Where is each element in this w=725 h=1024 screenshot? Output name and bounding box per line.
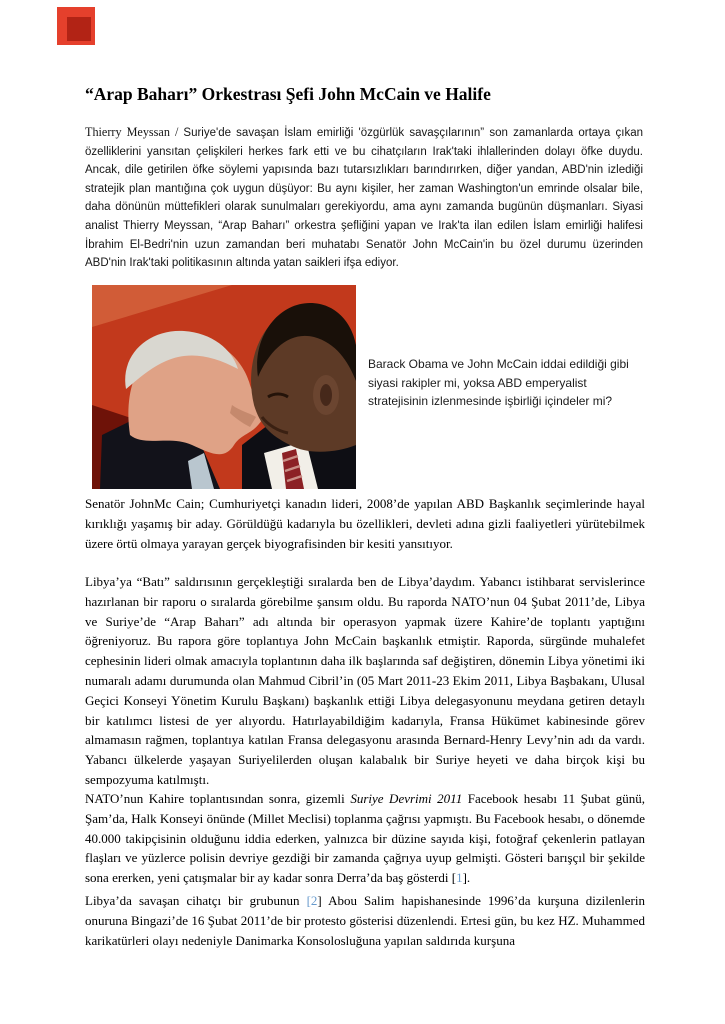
site-logo[interactable] [57,7,95,45]
obama-ear-inner [320,384,332,406]
reference-link[interactable]: 1 [456,870,463,886]
body-paragraph-3 [85,789,645,888]
body-paragraph-2 [85,572,645,790]
text-segment: Suriye'de savaşan İslam emirliği 'özgürlük savaşçılarının” son zamanlarda ortaya çıkan özelliklerini yansıtan çelişkileri herkes fark etti ve bu cihatçıların Irak'taki ihlallerinden dolayı öfke duydu. Ancak, dile getirilen öfke söylemi yapısında bazı tutarsızlıkları barındırırken, diğer yandan, ABD'nin izlediği stratejik plan mantığına çok uygun düşüyor: Bu aynı kişiler, her zaman Washington'un emrinde olsalar bile, daha dönünün müttefikleri olarak sunulmaları gerekiyordu, ama aynı zamanda bugünün düşmanları. Siyasi analist Thierry Meyssan, “Arap Baharı” orkestra şefliğini yapan ve Irak'ta ilan edilen İslam emirliği halifesi İbrahim El-Bedri'nin uzun zamandan beri muhatabı Senatör John McCain'in bu özel durumu üzerinden ABD'nin Irak'taki politikasının altında yatan saikleri ifşa ediyor. [85,127,643,270]
text-segment: ]. [462,870,471,886]
text-segment: Libya’da savaşan cihatçı bir grubunun [85,893,307,908]
text-segment: Libya’ya “Batı” saldırısının gerçekleştiği sıralarda ben de Libya’daydım. Yabancı istihbarat servislerince hazırlanan bir raporu o sıralarda görebilme şansım oldu. Bu raporda NATO’nun 04 Şubat 2011’de, Libya ve Suriye’de “Arap Baharı” adı altında bir operasyon yapmak üzere Kahire’de toplantı yaptığını öğreniyoruz. Bu rapora göre toplantıya John McCain başkanlık etmiştir. Raporda, sürgünde muhalefet cephesinin lideri olmak amacıyla toplantının daha ilk başlarında saf değiştiren, dönemin Libya yönetimi iki numaralı adamı durumunda olan Mahmud Cibril’in (05 Mart 2011-23 Ekim 2011, Libya Başbakanı, Ulusal Geçici Konseyi Yönetim Kurulu Başkanı) başkanlık ettiği Libya delegasyonunu meydana getiren detaylı bir katılımcı listesi de yer alıyordu. Hatırlayabildiğim kadarıyla, Fransa Hükümet kabinesinde görev almamasın rağmen, toplantıya katılan Fransa delegasyonu arasında Bernard-Henry Levy’nin adı da vardı. Yabancı ülkelerde yaşayan Suriyelilerden oluşan kalabalık bir Suriye heyeti ve daha birçok kişi bu sempozyuma katılmıştı. [85,574,645,787]
reference-link[interactable]: [2 [306,893,318,908]
body-paragraph-4 [85,891,645,950]
text-segment: ] Abou Salim hapishanesinde 1996’da kurşuna dizilenlerin onuruna Bingazi’de 16 Şubat 2011’de bir protesto gösterisi düzenlendi. Ertesi gün, bu kez HZ. Muhammed karikatürleri olayı nedeniyle Danimarka Konsolosluğuna yapılan saldırıda kurşuna [85,893,646,948]
text-segment: Thierry Meyssan / [85,125,184,139]
text-segment: Facebook hesabı 11 Şubat günü, Şam’da, Halk Konseyi önünde (Millet Meclisi) toplanma çağrısı yapmıştı. Bu Facebook hesabı, o dönemde 40.000 takipçisinin olduğunu iddia ederken, yalnızca bir düzine sayıda kişi, fotoğraf çekenlerin patlayan flaşları ve yüzlerce polisin devriye gezdiği bir zamanda çağrıya uyup gelmişti. Gösteri barışçıl bir şekilde sona ererken, yeni çatışmalar bir ay kadar sonra Derra’da baş gösterdi [ [85,791,645,886]
text-segment: Senatör JohnMc Cain; Cumhuriyetçi kanadın lideri, 2008’de yapılan ABD Başkanlık seçimlerinde hayal kırıklığı yaşamış bir aday. Görüldüğü kadarıyla bu özellikleri, devleti adına gizli faaliyetleri yürütebilmek üzere örtü olmaya yarayan gerçek biyografisinden bir kesiti yansıtıyor. [85,496,645,551]
text-segment: Suriye Devrimi 2011 [350,791,463,806]
photo-illustration [92,285,356,489]
mccain-obama-photo [92,285,356,489]
photo-caption: Barack Obama ve John McCain iddai edildiği gibi siyasi rakipler mi, yoksa ABD emperyalist stratejisinin izlenmesinde işbirliği içindeler mi? [368,357,629,408]
text-segment: NATO’nun Kahire toplantısından sonra, gizemli [85,791,351,806]
intro-paragraph [85,123,643,273]
body-paragraph-1 [85,494,645,553]
article-title: “Arap Baharı” Orkestrası Şefi John McCain ve Halife [85,84,491,104]
site-logo-inner-square [67,17,91,41]
